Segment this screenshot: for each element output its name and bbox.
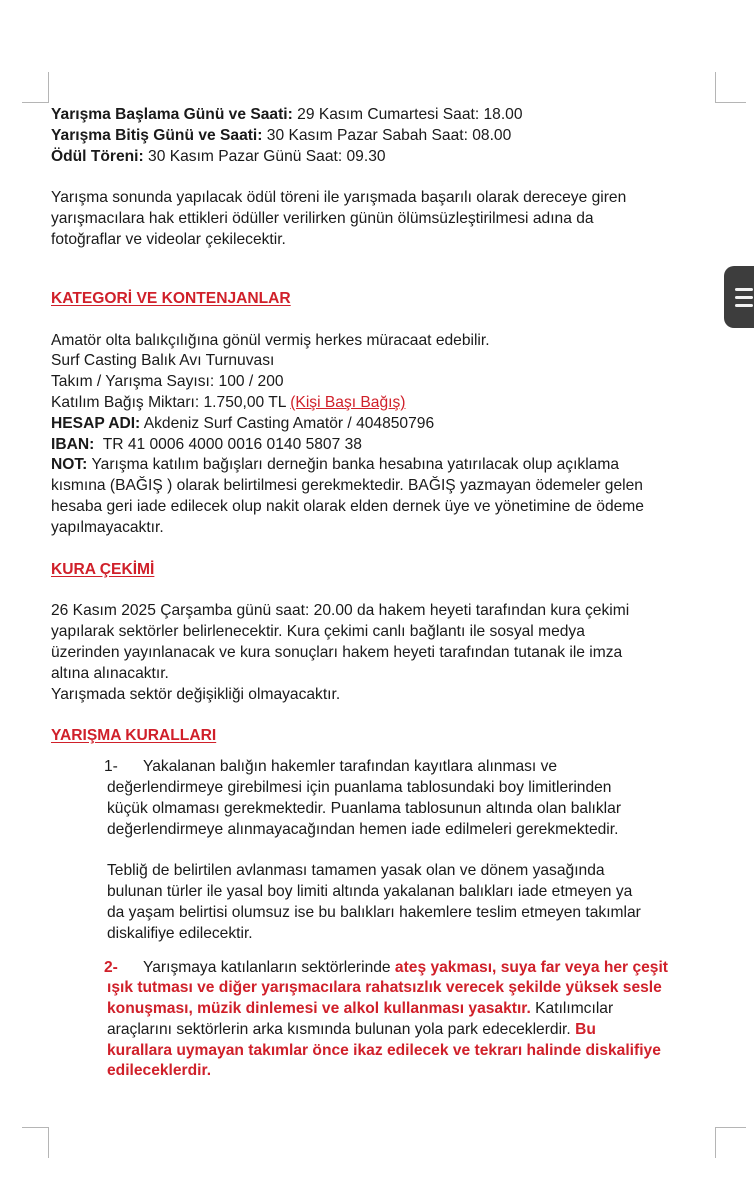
ceremony-label: Ödül Töreni: bbox=[51, 147, 144, 165]
rule-2-warning: edileceklerdir. bbox=[107, 1062, 212, 1080]
note-line bbox=[51, 455, 711, 476]
rule-1 bbox=[51, 757, 711, 944]
fee-link[interactable]: (Kişi Başı Bağış) bbox=[290, 393, 406, 411]
draw-heading: KURA ÇEKİMİ bbox=[51, 560, 155, 578]
start-value: 29 Kasım Cumartesi Saat: 18.00 bbox=[292, 106, 523, 123]
rule-2-line bbox=[107, 1020, 711, 1041]
end-label: Yarışma Bitiş Günü ve Saati: bbox=[51, 126, 263, 144]
draw-line: yapılarak sektörler belirlenecektir. Kura çekimi canlı bağlantı ile sosyal medya bbox=[51, 623, 585, 641]
start-label: Yarışma Başlama Günü ve Saati: bbox=[51, 106, 293, 123]
rule-1-extra-line: Tebliğ de belirtilen avlanması tamamen yasak olan ve dönem yasağında bbox=[107, 862, 605, 880]
rule-1-line: Yakalanan balığın hakemler tarafından kayıtlara alınması ve bbox=[143, 758, 558, 776]
note-line: hesaba geri iade edilecek olup nakit olarak elden dernek üye ve yönetimine de ödeme bbox=[51, 497, 644, 515]
rule-1-number: 1- bbox=[104, 758, 118, 776]
draw-line: 26 Kasım 2025 Çarşamba günü saat: 20.00 da hakem heyeti tarafından kura çekimi bbox=[51, 602, 630, 620]
end-value: 30 Kasım Pazar Sabah Saat: 08.00 bbox=[262, 126, 512, 144]
draw-line: üzerinden yayınlanacak ve kura sonuçları hakem heyeti tarafından tutanak ile imza bbox=[51, 643, 623, 661]
note-line: kısmına (BAĞIŞ ) olarak belirtilmesi gerekmektedir. BAĞIŞ yazmayan ödemeler gelen bbox=[51, 477, 643, 495]
account-line bbox=[51, 414, 711, 435]
rules-heading: YARIŞMA KURALLARI bbox=[51, 727, 217, 745]
menu-toggle-button[interactable] bbox=[724, 266, 754, 328]
rule-1-extra-line: diskalifiye edilecektir. bbox=[107, 924, 253, 942]
categories-line: Surf Casting Balık Avı Turnuvası bbox=[51, 352, 275, 370]
rule-2-parking: Katılımcılar bbox=[530, 1000, 614, 1018]
ceremony-value: 30 Kasım Pazar Günü Saat: 09.30 bbox=[143, 147, 386, 165]
rule-2-line bbox=[107, 999, 711, 1020]
rule-2-prohibition: ateş yakması, suya far veya her çeşit bbox=[394, 958, 668, 976]
intro-line: fotoğraflar ve videolar çekilecektir. bbox=[51, 230, 286, 248]
iban-label: IBAN: bbox=[51, 435, 95, 453]
fee-line bbox=[51, 393, 711, 414]
document-content bbox=[51, 105, 711, 1082]
crop-mark-top-left bbox=[22, 72, 49, 103]
intro-line: Yarışma sonunda yapılacak ödül töreni ile yarışmada başarılı olarak dereceye giren bbox=[51, 189, 627, 207]
rule-2-prohibition: konuşması, müzik dinlemesi ve alkol kullanması yasaktır. bbox=[107, 1000, 531, 1018]
note-label: NOT: bbox=[51, 456, 88, 474]
crop-mark-bottom-right bbox=[715, 1127, 746, 1158]
rule-2-line bbox=[107, 958, 711, 979]
note-text: Yarışma katılım bağışları derneğin banka hesabına yatırılacak olup açıklama bbox=[87, 456, 620, 474]
start-line bbox=[51, 105, 711, 126]
hamburger-menu-icon-bar bbox=[735, 304, 753, 307]
crop-mark-bottom-left bbox=[22, 1127, 49, 1158]
ceremony-line bbox=[51, 147, 711, 168]
rule-1-extra-line: bulunan türler ile yasal boy limiti altında yakalanan balıkları iade etmeyen ya bbox=[107, 883, 633, 901]
intro-line: yarışmacılara hak ettikleri ödüller verilirken günün ölümsüzleştirilmesi adına da bbox=[51, 210, 594, 228]
note-line: yapılmayacaktır. bbox=[51, 518, 164, 536]
rule-2-intro: Yarışmaya katılanların sektörlerinde bbox=[143, 958, 395, 976]
rule-2-warning: kurallara uymayan takımlar önce ikaz edilecek ve tekrarı halinde diskalifiye bbox=[107, 1041, 661, 1059]
rule-1-line: küçük olmaması gerekmektedir. Puanlama tablosunun altında olan balıklar bbox=[107, 799, 622, 817]
rule-2-parking: araçlarını sektörlerin arka kısmında bulunan yola park edeceklerdir. bbox=[107, 1020, 576, 1038]
hamburger-menu-icon-bar bbox=[735, 296, 753, 299]
rule-2-number: 2- bbox=[104, 958, 118, 976]
rule-2-warning: Bu bbox=[575, 1020, 596, 1038]
categories-line: Amatör olta balıkçılığına gönül vermiş herkes müracaat edebilir. bbox=[51, 331, 490, 349]
rule-1-extra-line: da yaşam belirtisi olumsuz ise bu balıkları hakemlere teslim etmeyen takımlar bbox=[107, 903, 641, 921]
end-line bbox=[51, 126, 711, 147]
crop-mark-top-right bbox=[715, 72, 746, 103]
iban-line bbox=[51, 435, 711, 456]
account-value: Akdeniz Surf Casting Amatör / 404850796 bbox=[140, 414, 435, 432]
rule-1-line: değerlendirmeye girebilmesi için puanlama tablosundaki boy limitlerinden bbox=[107, 778, 612, 796]
rule-2-prohibition: ışık tutması ve diğer yarışmacılara rahatsızlık verecek şekilde yüksek sesle bbox=[107, 979, 662, 997]
draw-line: altına alınacaktır. bbox=[51, 664, 169, 682]
fee-text: Katılım Bağış Miktarı: 1.750,00 TL bbox=[51, 393, 291, 411]
iban-value: TR 41 0006 4000 0016 0140 5807 38 bbox=[94, 435, 362, 453]
account-label: HESAP ADI: bbox=[51, 414, 141, 432]
hamburger-menu-icon bbox=[735, 288, 753, 291]
categories-line: Takım / Yarışma Sayısı: 100 / 200 bbox=[51, 373, 284, 391]
categories-heading: KATEGORİ VE KONTENJANLAR bbox=[51, 289, 291, 307]
rule-1-line: değerlendirmeye alınmayacağından hemen iade edilmeleri gerekmektedir. bbox=[107, 820, 619, 838]
rule-2 bbox=[51, 958, 711, 1083]
draw-line: Yarışmada sektör değişikliği olmayacaktır. bbox=[51, 685, 341, 703]
